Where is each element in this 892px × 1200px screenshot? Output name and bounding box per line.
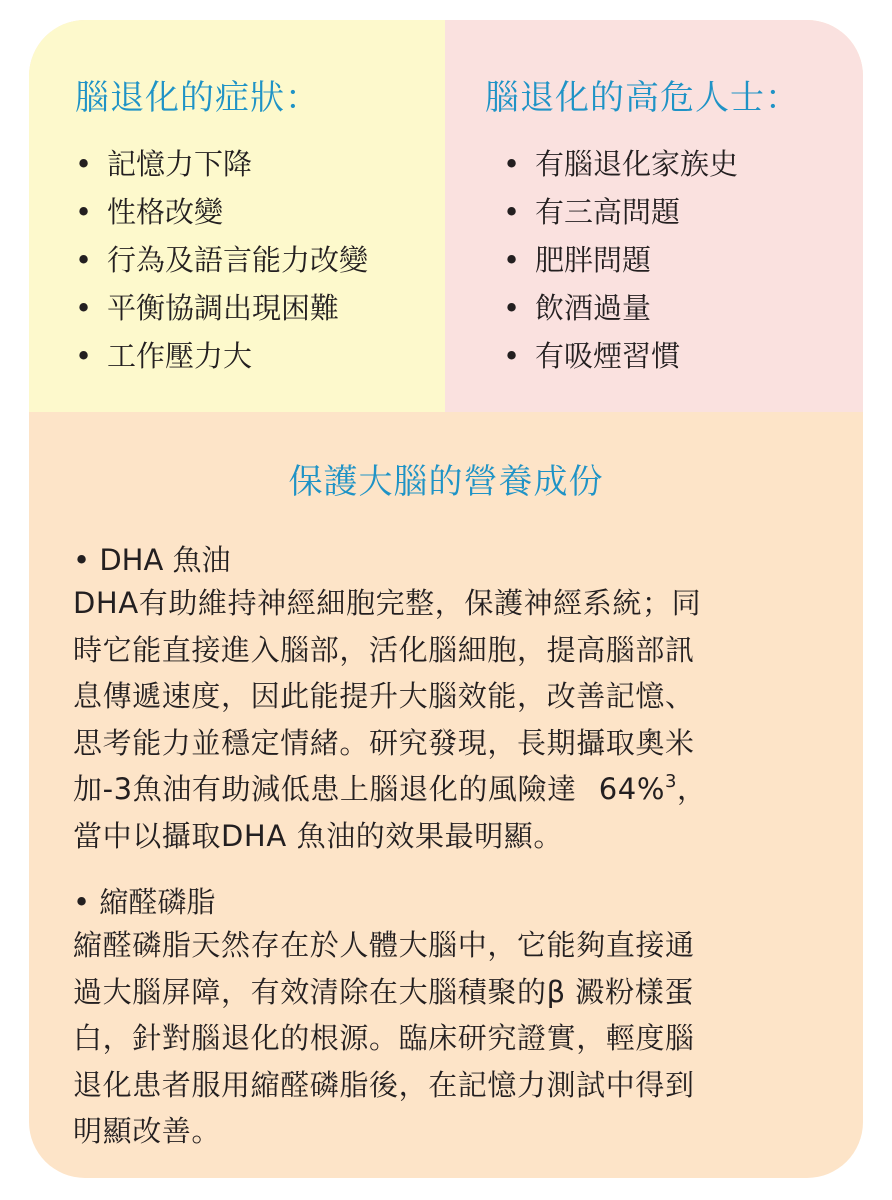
symptoms-panel <box>29 20 445 412</box>
dha-paragraph <box>73 580 833 859</box>
list-item: • 有腦退化家族史 <box>503 140 738 188</box>
list-item: • 飲酒過量 <box>503 284 738 332</box>
dha-line: 思考能力並穩定情緒。研究發現，長期攝取奧米 <box>73 725 695 760</box>
dha-line-5-text: 加-3魚油有助減低患上腦退化的風險達 <box>73 772 577 806</box>
dha-line: 息傳遞速度，因此能提升大腦效能，改善記憶、 <box>73 679 695 713</box>
risk-groups-title: 腦退化的高危人士： <box>485 78 800 118</box>
risk-groups-panel <box>445 20 863 412</box>
list-item: • 有三高問題 <box>503 188 738 236</box>
list-item: • 性格改變 <box>75 188 368 236</box>
plasmalogen-line: 過大腦屏障，有效清除在大腦積聚的β 澱粉樣蛋 <box>73 974 694 1009</box>
plasmalogen-line: 明顯改善。 <box>73 1114 222 1148</box>
symptoms-title: 腦退化的症狀： <box>75 78 320 118</box>
nutrients-title: 保護大腦的營養成份 <box>288 462 604 502</box>
dha-heading: • DHA 魚油 <box>73 540 231 580</box>
list-item: • 平衡協調出現困難 <box>75 284 368 332</box>
plasmalogen-paragraph <box>73 922 833 1155</box>
footnote-ref: 3 <box>664 771 678 792</box>
dha-line-5 <box>73 766 833 813</box>
plasmalogen-line: 縮醛磷脂天然存在於人體大腦中，它能夠直接通 <box>73 928 695 962</box>
dha-line: 當中以攝取DHA 魚油的效果最明顯。 <box>73 818 563 853</box>
list-item: • 行為及語言能力改變 <box>75 236 368 284</box>
info-card <box>29 20 863 1178</box>
dha-line: DHA有助維持神經細胞完整，保護神經系統；同 <box>73 586 702 620</box>
plasmalogen-heading: • 縮醛磷脂 <box>73 882 215 922</box>
list-item: • 記憶力下降 <box>75 140 368 188</box>
plasmalogen-line: 退化患者服用縮醛磷脂後，在記憶力測試中得到 <box>73 1067 695 1102</box>
dha-line-5-end: ， <box>677 772 707 806</box>
risk-groups-list <box>503 140 738 380</box>
list-item: • 肥胖問題 <box>503 236 738 284</box>
symptoms-list <box>75 140 368 380</box>
list-item: • 有吸煙習慣 <box>503 332 738 380</box>
list-item: • 工作壓力大 <box>75 332 368 380</box>
dha-line: 時它能直接進入腦部，活化腦細胞，提高腦部訊 <box>73 632 695 667</box>
dha-percent: 64% <box>598 772 665 806</box>
nutrients-panel <box>29 412 863 1178</box>
plasmalogen-line: 白，針對腦退化的根源。臨床研究證實，輕度腦 <box>73 1021 695 1055</box>
